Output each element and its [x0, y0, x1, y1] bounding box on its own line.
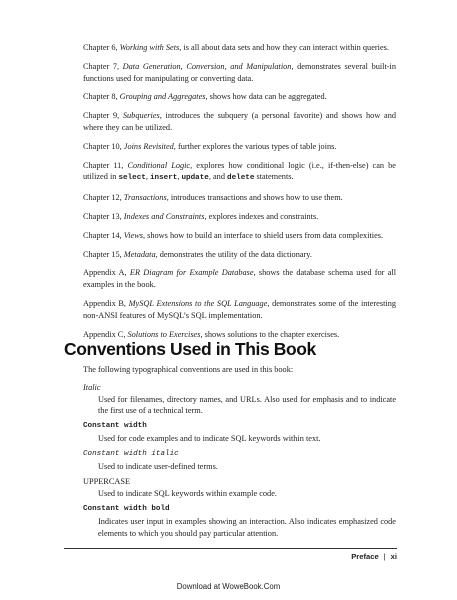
conventions-list	[83, 364, 396, 543]
chapter-12-paragraph: Chapter 12, Transactions, introduces transactions and shows how to use them.	[83, 193, 343, 203]
chapter-9-paragraph: Chapter 9, Subqueries, introduces the subquery (a personal favorite) and shows how and where they can be utilized.	[83, 111, 396, 132]
convention-desc-italic: Used for filenames, directory names, and URLs. Also used for emphasis and to indicate the first use of a technical term.	[98, 394, 396, 416]
convention-term-constant-width-bold: Constant width bold	[83, 504, 170, 513]
convention-desc-constant-width-italic: Used to indicate user-defined terms.	[98, 461, 218, 471]
convention-term-constant-width: Constant width	[83, 422, 147, 431]
page-footer	[351, 552, 397, 561]
convention-desc-constant-width: Used for code examples and to indicate SQL keywords within text.	[98, 433, 321, 443]
conventions-intro: The following typographical conventions are used in this book:	[83, 365, 294, 374]
download-watermark: Download at WoweBook.Com	[176, 582, 281, 591]
chapter-7-paragraph: Chapter 7, Data Generation, Conversion, and Manipulation, demonstrates several built-in functions used for manipulating or converting data.	[83, 61, 397, 83]
convention-term-uppercase: UPPERCASE	[83, 477, 131, 487]
convention-term-italic: Italic	[83, 382, 101, 392]
convention-desc-uppercase: Used to indicate SQL keywords within example code.	[98, 489, 277, 499]
chapter-list	[83, 42, 396, 347]
code-delete: delete	[227, 174, 255, 183]
code-update: update	[181, 174, 209, 183]
page-number: xi	[390, 552, 397, 561]
code-select: select	[118, 174, 146, 183]
footer-divider	[64, 548, 397, 549]
chapter-13-paragraph: Chapter 13, Indexes and Constraints, explores indexes and constraints.	[83, 211, 319, 221]
footer-separator: |	[383, 552, 386, 561]
chapter-6-paragraph: Chapter 6, Working with Sets, is all about data sets and how they can interact within queries.	[83, 43, 389, 52]
appendix-c-paragraph: Appendix C, Solutions to Exercises, shows solutions to the chapter exercises.	[83, 329, 340, 339]
code-insert: insert	[150, 174, 178, 183]
chapter-15-paragraph: Chapter 15, Metadata, demonstrates the utility of the data dictionary.	[83, 249, 312, 259]
section-heading: Conventions Used in This Book	[64, 339, 316, 359]
chapter-10-paragraph: Chapter 10, Joins Revisited, further explores the various types of table joins.	[83, 141, 337, 151]
chapter-14-paragraph: Chapter 14, Views, shows how to build an interface to shield users from data complexities.	[83, 230, 384, 240]
convention-desc-constant-width-bold: Indicates user input in examples showing an interaction. Also indicates emphasized code elements to which you should pay particular attention.	[98, 516, 396, 538]
chapter-11-paragraph: Chapter 11, Conditional Logic, explores how conditional logic (i.e., if-then-else) can be utilized in select, insert, update, and delete statements.	[83, 160, 396, 183]
footer-section-label: Preface	[351, 552, 379, 561]
chapter-8-paragraph: Chapter 8, Grouping and Aggregates, shows how data can be aggregated.	[83, 92, 327, 102]
convention-term-constant-width-italic: Constant width italic	[83, 449, 179, 458]
appendix-b-paragraph: Appendix B, MySQL Extensions to the SQL Language, demonstrates some of the interesting non-ANSI features of MySQL’s SQL implementation.	[83, 298, 396, 320]
appendix-a-paragraph: Appendix A, ER Diagram for Example Database, shows the database schema used for all examples in the book.	[83, 268, 396, 290]
